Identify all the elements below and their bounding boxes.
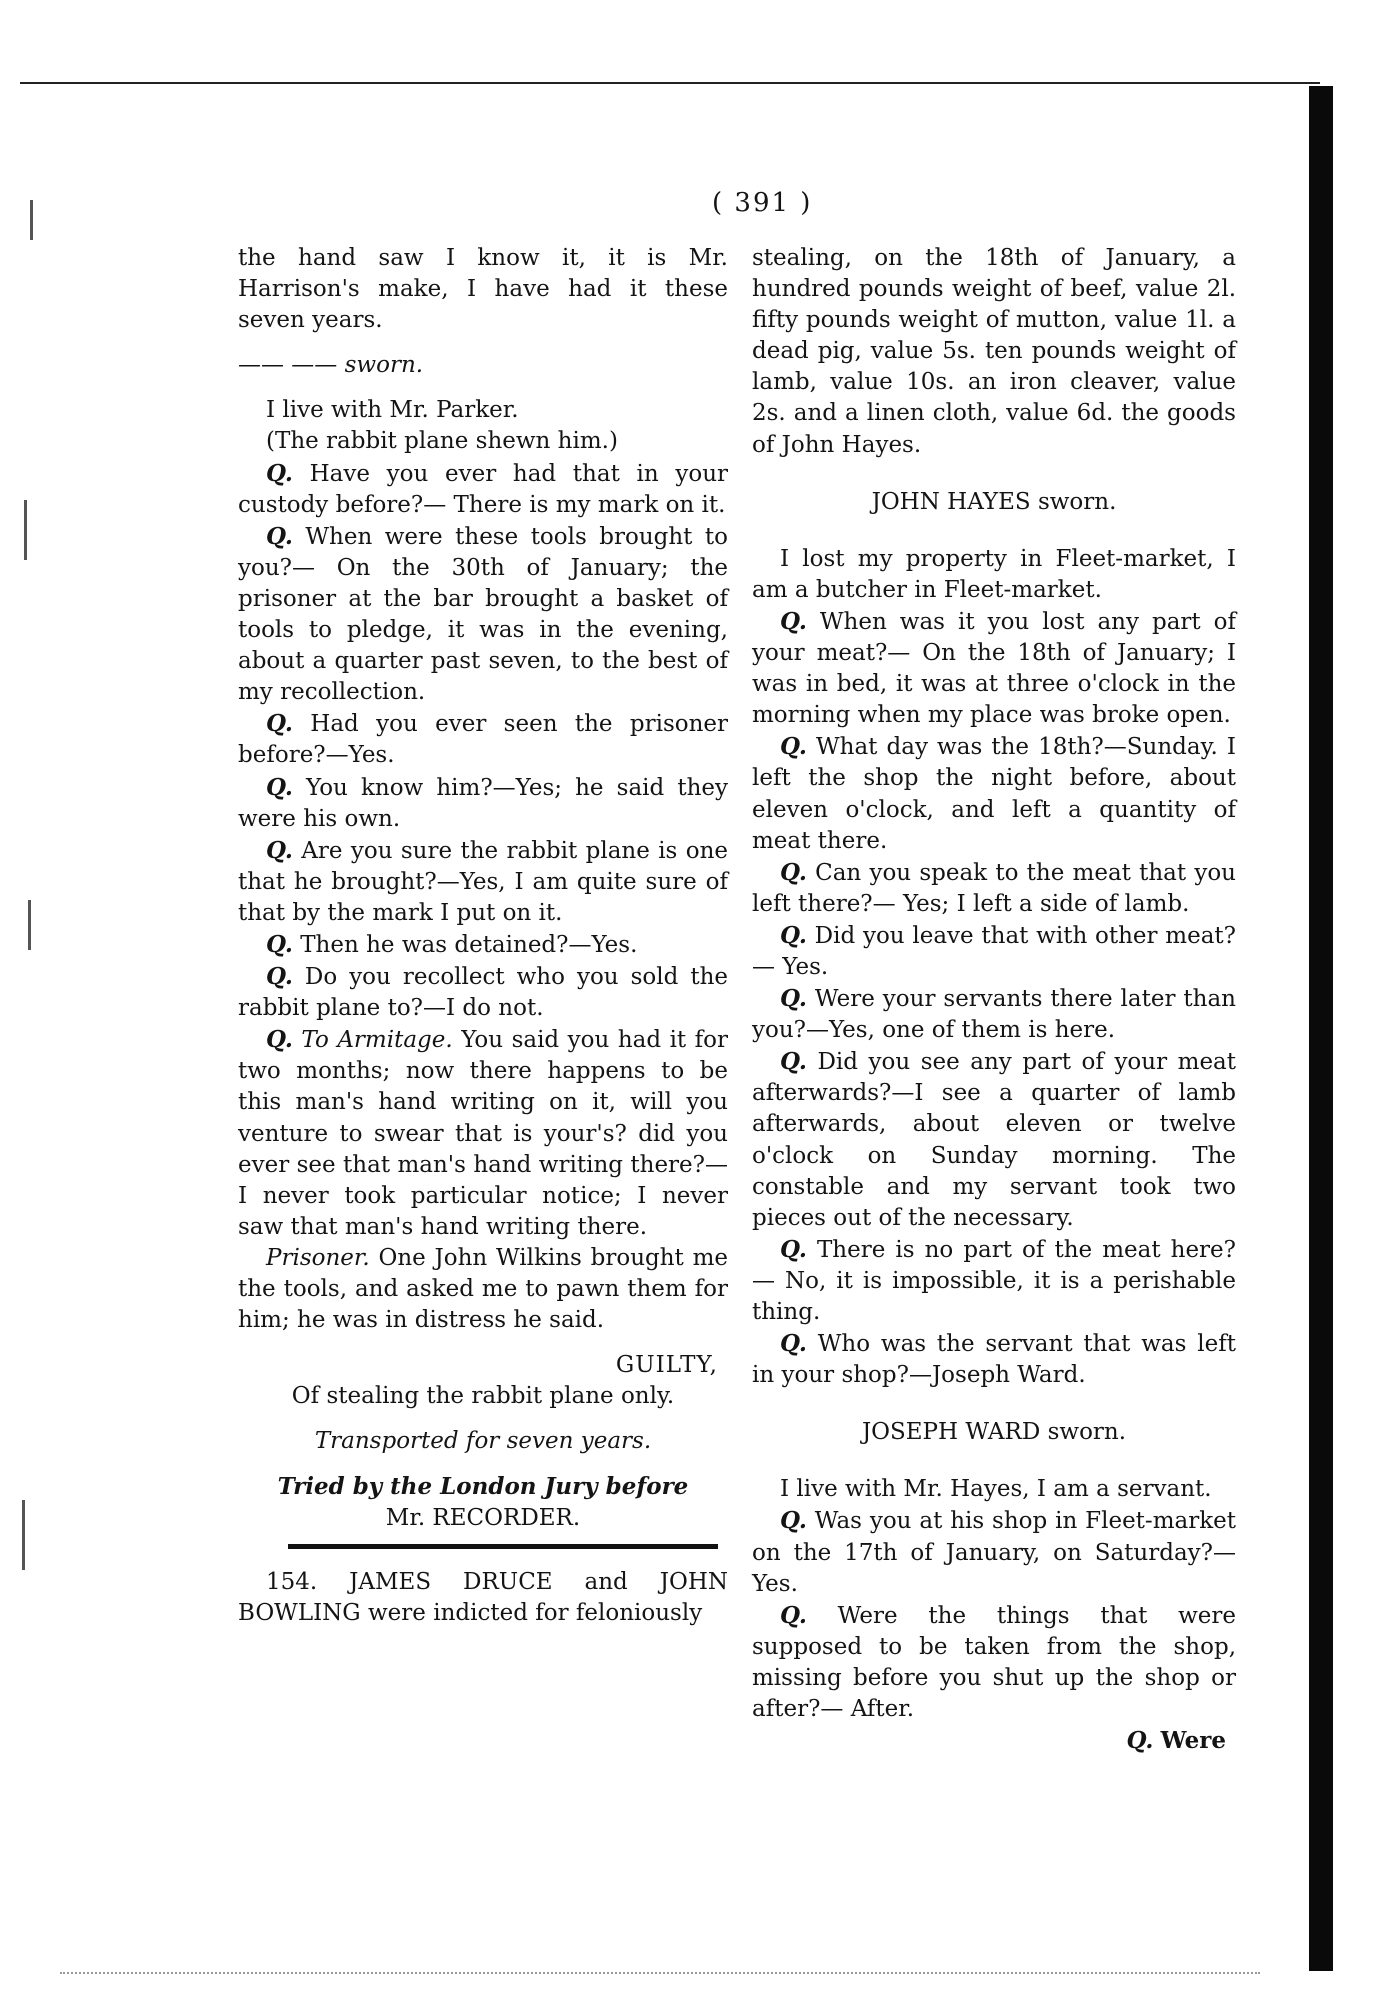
question-mark: Q. [266, 963, 293, 991]
question-text: Then he was detained?—Yes. [300, 931, 638, 958]
question-mark: Q. [780, 921, 807, 949]
question-mark: Q. [780, 1048, 807, 1076]
top-rule [20, 82, 1320, 84]
page-number: ( 391 ) [712, 188, 813, 218]
question-mark: Q. [266, 836, 293, 864]
witness-sworn-heading: —— —— sworn. [238, 352, 424, 379]
question-text: When was it you lost any part of your meat?— On the 18th of January; I was in bed, it was at three o'clock in the morning when my place was broke open. [752, 608, 1237, 729]
section-divider [288, 1544, 718, 1549]
question-mark: Q. [780, 607, 807, 635]
question-text: Were your servants there later than you?—Yes, one of them is here. [752, 986, 1236, 1044]
question-text: Were the things that were supposed to be taken from the shop, missing before you shut up the shop or after?— After. [752, 1602, 1237, 1723]
question-text: Do you recollect who you sold the rabbit plane to?—I do not. [238, 964, 728, 1022]
question-text: You know him?—Yes; he said they were his own. [238, 774, 728, 832]
paragraph: stealing, on the 18th of January, a hundred pounds weight of beef, value 2l. fifty pounds weight of mutton, value 1l. a dead pig, value 5s. ten pounds weight of lamb, value 10s. an iron cleaver, value 2s. and a linen cloth, value 6d. the goods of John Hayes. [752, 245, 1236, 458]
question-mark: Q. [266, 459, 293, 487]
case-heading: 154. JAMES DRUCE and JOHN BOWLING were indicted for feloniously [238, 1568, 728, 1626]
right-column [752, 243, 1236, 1757]
bottom-scan-noise [60, 1972, 1260, 1976]
left-column [238, 243, 728, 1629]
question-text: Was you at his shop in Fleet-market on the 17th of January, on Saturday?—Yes. [752, 1508, 1237, 1597]
verdict: GUILTY, [615, 1352, 718, 1379]
question-mark: Q. [266, 773, 293, 801]
prisoner-statement: One John Wilkins brought me the tools, and asked me to pawn them for him; he was in distress he said. [238, 1244, 728, 1334]
question-mark: Q. [780, 1601, 807, 1629]
question-mark: Q. [266, 930, 293, 958]
question-text: Have you ever had that in your custody before?— There is my mark on it. [238, 460, 728, 518]
left-edge-mark [30, 200, 33, 240]
catchword: Were [1160, 1727, 1226, 1755]
witness-sworn-heading: JOSEPH WARD sworn. [861, 1419, 1127, 1446]
paragraph: (The rabbit plane shewn him.) [266, 428, 618, 455]
question-mark: Q. [780, 1235, 807, 1263]
question-mark: Q. [780, 985, 807, 1013]
question-mark: Q. [266, 522, 293, 550]
speaker-label: Prisoner. [266, 1244, 370, 1271]
witness-sworn-heading: JOHN HAYES sworn. [871, 488, 1117, 515]
paragraph: the hand saw I know it, it is Mr. Harrison's make, I have had it these seven years. [238, 245, 728, 334]
question-mark: Q. [780, 1507, 807, 1535]
question-text: Did you leave that with other meat? — Yes. [752, 922, 1236, 980]
verdict-detail: Of stealing the rabbit plane only. [291, 1383, 675, 1410]
question-text: There is no part of the meat here? — No, it is impossible, it is a perishable thing. [752, 1236, 1236, 1325]
question-mark: Q. [266, 1026, 293, 1054]
addressee: To Armitage. [301, 1027, 453, 1054]
question-text: When were these tools brought to you?— On the 30th of January; the prisoner at the bar brought a basket of tools to pledge, it was in the evening, about a quarter past seven, to the best of my recollection. [238, 523, 728, 706]
left-edge-mark [22, 1500, 25, 1570]
question-mark: Q. [780, 1330, 807, 1358]
trial-note: Tried by the London Jury before [277, 1473, 689, 1501]
question-text: Can you speak to the meat that you left there?— Yes; I left a side of lamb. [752, 859, 1236, 917]
question-text: Are you sure the rabbit plane is one that he brought?—Yes, I am quite sure of that by the mark I put on it. [238, 837, 728, 926]
paragraph: I live with Mr. Hayes, I am a servant. [780, 1476, 1212, 1503]
book-spine-shadow [1309, 86, 1333, 1971]
question-text: You said you had it for two months; now there happens to be this man's hand writing on it, will you venture to swear that is your's? did you ever see that man's hand writing there?—I never took particular notice; I never saw that man's hand writing there. [238, 1027, 729, 1240]
question-text: What day was the 18th?—Sunday. I left the shop the night before, about eleven o'clock, and left a quantity of meat there. [752, 734, 1237, 854]
question-text: Did you see any part of your meat afterwards?—I see a quarter of lamb afterwards, about eleven or twelve o'clock on Sunday morning. The constable and my servant took two pieces out of the necessary. [752, 1049, 1237, 1231]
question-mark: Q. [266, 710, 293, 738]
left-edge-mark [28, 900, 31, 950]
sentence: Transported for seven years. [314, 1428, 652, 1455]
question-text: Had you ever seen the prisoner before?—Yes. [238, 711, 729, 769]
question-mark: Q. [780, 858, 807, 886]
question-mark: Q. [1126, 1727, 1154, 1755]
left-edge-mark [24, 500, 27, 560]
paragraph: I lost my property in Fleet-market, I am a butcher in Fleet-market. [752, 545, 1236, 603]
paragraph: I live with Mr. Parker. [266, 397, 519, 424]
question-text: Who was the servant that was left in your shop?—Joseph Ward. [752, 1331, 1237, 1389]
question-mark: Q. [780, 733, 807, 761]
judge-line: Mr. RECORDER. [385, 1504, 581, 1531]
